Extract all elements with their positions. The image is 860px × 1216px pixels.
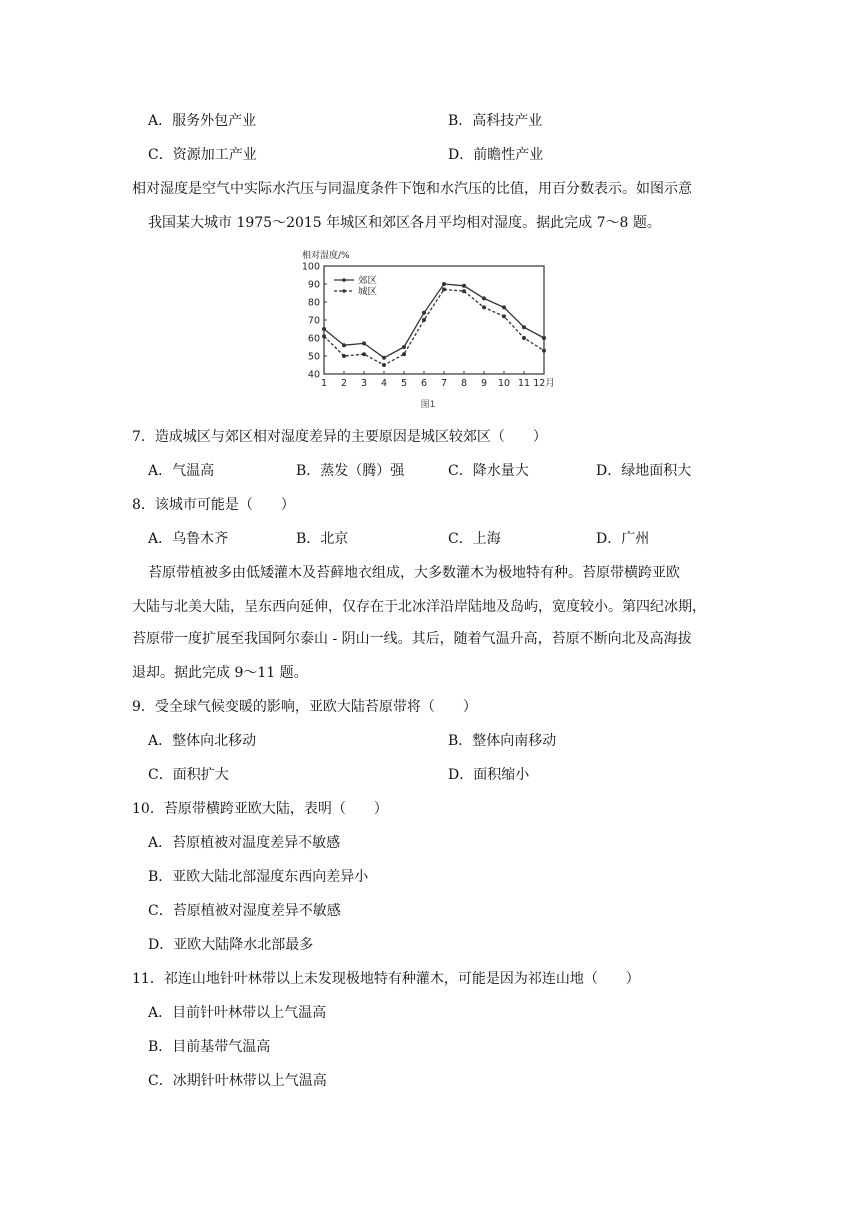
data-point — [442, 287, 446, 291]
q6-option-d: D．前瞻性产业 — [448, 147, 544, 163]
data-point — [402, 352, 406, 356]
data-point — [442, 282, 446, 286]
q8-option-b: B．北京 — [296, 531, 349, 547]
q11-option-a: A．目前针叶林带以上气温高 — [148, 1005, 327, 1021]
data-point — [422, 311, 426, 315]
q10-stem: 10．苔原带横跨亚欧大陆，表明（ ） — [132, 801, 388, 817]
data-point — [342, 354, 346, 358]
y-axis-label: 相对湿度/% — [302, 251, 350, 261]
chart-caption: 图1 — [420, 400, 436, 410]
chart-plot-frame — [324, 266, 544, 374]
q8-option-d: D．广州 — [596, 531, 650, 547]
data-point — [362, 341, 366, 345]
x-tick-label: 12月 — [533, 378, 555, 389]
x-tick-label: 6 — [420, 378, 428, 389]
q7-option-d: D．绿地面积大 — [596, 463, 692, 479]
q11-option-c: C．冰期针叶林带以上气温高 — [148, 1073, 327, 1089]
data-point — [542, 349, 546, 353]
humidity-chart — [296, 244, 555, 414]
q7-option-a: A．气温高 — [148, 463, 215, 479]
q6-option-b: B．高科技产业 — [448, 113, 543, 129]
q9-option-d: D．面积缩小 — [448, 767, 530, 783]
data-point — [322, 327, 326, 331]
q8-option-c: C．上海 — [448, 531, 501, 547]
y-tick-label: 90 — [307, 279, 320, 291]
q10-option-d: D．亚欧大陆降水北部最多 — [148, 937, 314, 953]
y-tick-label: 70 — [307, 315, 320, 327]
data-point — [502, 314, 506, 318]
legend-label: 郊区 — [358, 275, 378, 287]
x-tick-label: 2 — [340, 378, 348, 389]
q7-option-b: B．蒸发（腾）强 — [296, 463, 405, 479]
y-tick-label: 60 — [307, 333, 320, 345]
intro-9-11-line1: 苔原带植被多由低矮灌木及苔藓地衣组成，大多数灌木为极地特有种。苔原带横跨亚欧 — [148, 565, 680, 581]
x-tick-label: 9 — [480, 378, 488, 389]
legend-marker — [342, 278, 346, 282]
data-point — [482, 305, 486, 309]
data-point — [522, 336, 526, 340]
y-tick-label: 40 — [307, 369, 320, 381]
data-point — [462, 284, 466, 288]
data-point — [402, 345, 406, 349]
x-tick-label: 1 — [320, 378, 328, 389]
data-point — [322, 334, 326, 338]
q7-option-c: C．降水量大 — [448, 463, 529, 479]
intro-7-8-line1: 相对湿度是空气中实际水汽压与同温度条件下饱和水汽压的比值，用百分数表示。如图示意 — [132, 181, 692, 197]
q11-option-b: B．目前基带气温高 — [148, 1039, 271, 1055]
q11-stem: 11．祁连山地针叶林带以上未发现极地特有种灌木，可能是因为祁连山地（ ） — [132, 971, 640, 987]
q8-stem: 8．该城市可能是（ ） — [132, 497, 295, 513]
x-tick-label: 7 — [440, 378, 448, 389]
y-tick-label: 80 — [307, 297, 320, 309]
q6-option-a: A．服务外包产业 — [148, 113, 257, 129]
data-point — [382, 356, 386, 360]
series-line-urban — [324, 289, 544, 365]
legend-label: 城区 — [358, 286, 378, 298]
q8-option-a: A．乌鲁木齐 — [148, 531, 229, 547]
q6-option-c: C．资源加工产业 — [148, 147, 257, 163]
series-line-suburb — [324, 284, 544, 358]
q9-option-a: A．整体向北移动 — [148, 733, 257, 749]
data-point — [502, 305, 506, 309]
intro-9-11-line3: 苔原带一度扩展至我国阿尔泰山 - 阴山一线。其后，随着气温升高，苔原不断向北及高海拔 — [132, 631, 692, 647]
y-tick-label: 100 — [301, 261, 320, 273]
x-tick-label: 11 — [517, 378, 531, 389]
x-tick-label: 3 — [360, 378, 368, 389]
data-point — [542, 336, 546, 340]
q9-stem: 9．受全球气候变暖的影响，亚欧大陆苔原带将（ ） — [132, 699, 477, 715]
q9-option-c: C．面积扩大 — [148, 767, 229, 783]
legend-marker — [342, 289, 346, 293]
q9-option-b: B．整体向南移动 — [448, 733, 557, 749]
x-tick-label: 10 — [497, 378, 511, 389]
intro-9-11-line4: 退却。据此完成 9～11 题。 — [132, 665, 308, 681]
q10-option-a: A．苔原植被对温度差异不敏感 — [148, 835, 341, 851]
q10-option-c: C．苔原植被对湿度差异不敏感 — [148, 903, 341, 919]
q7-stem: 7．造成城区与郊区相对湿度差异的主要原因是城区较郊区（ ） — [132, 429, 547, 445]
y-tick-label: 50 — [307, 351, 320, 363]
data-point — [342, 343, 346, 347]
x-tick-label: 8 — [460, 378, 468, 389]
data-point — [362, 352, 366, 356]
q10-option-b: B．亚欧大陆北部湿度东西向差异小 — [148, 869, 369, 885]
data-point — [482, 296, 486, 300]
data-point — [462, 289, 466, 293]
intro-7-8-line2: 我国某大城市 1975～2015 年城区和郊区各月平均相对湿度。据此完成 7～8 题。 — [148, 215, 661, 231]
x-tick-label: 5 — [400, 378, 408, 389]
data-point — [382, 363, 386, 367]
data-point — [422, 318, 426, 322]
intro-9-11-line2: 大陆与北美大陆，呈东西向延伸，仅存在于北冰洋沿岸陆地及岛屿，宽度较小。第四纪冰期， — [132, 599, 706, 615]
x-tick-label: 4 — [380, 378, 388, 389]
data-point — [522, 325, 526, 329]
